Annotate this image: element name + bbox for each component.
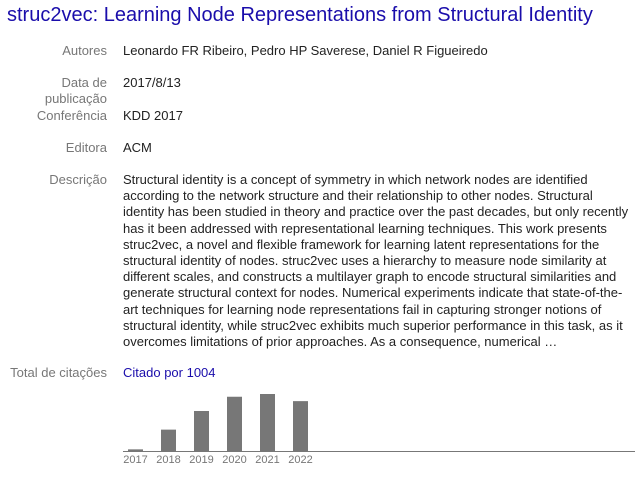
description-value: Structural identity is a concept of symmetry in which network nodes are identified according to the network structure and their relationship to other nodes. Structural identity has been studied in theory and practice over the past decades, but only recently has it been addressed with representational learning techniques. This work presents struc2vec, a novel and flexible framework for learning latent representations for the structural identity of nodes. struc2vec uses a hierarchy to measure node similarity at different scales, and constructs a multilayer graph to encode structural similarities and generate structural context for nodes. Numerical experiments indicate that state-of-the-art techniques for learning node representations fail in capturing stronger notions of structural identity, while struc2vec exhibits much superior performance in this task, as it overcomes limitations of prior approaches. As a consequence, numerical … bbox=[123, 172, 629, 350]
article-title[interactable]: struc2vec: Learning Node Representations from Structural Identity bbox=[7, 4, 593, 26]
date-label bbox=[0, 75, 107, 107]
date-label-line1: Data de bbox=[61, 75, 107, 90]
citations-label: Total de citações bbox=[10, 365, 107, 380]
year-tick-label: 2018 bbox=[156, 454, 181, 466]
description-label: Descrição bbox=[49, 172, 107, 187]
year-tick-label: 2020 bbox=[222, 454, 247, 466]
year-tick-label: 2017 bbox=[123, 454, 148, 466]
conference-label: Conferência bbox=[36, 108, 107, 123]
year-tick-label: 2019 bbox=[189, 454, 214, 466]
publisher-value: ACM bbox=[123, 140, 152, 155]
date-label-line2: publicação bbox=[44, 91, 107, 107]
citation-bar-2018[interactable] bbox=[161, 430, 176, 451]
conference-value: KDD 2017 bbox=[123, 108, 183, 123]
publisher-label: Editora bbox=[65, 140, 107, 155]
authors-label: Autores bbox=[62, 43, 107, 58]
citation-bar-2017[interactable] bbox=[128, 449, 143, 451]
citations-chart-svg bbox=[123, 390, 635, 470]
date-value: 2017/8/13 bbox=[123, 75, 181, 90]
citation-bar-2021[interactable] bbox=[260, 394, 275, 451]
authors-value: Leonardo FR Ribeiro, Pedro HP Saverese, Daniel R Figueiredo bbox=[123, 43, 488, 58]
year-tick-label: 2021 bbox=[255, 454, 280, 466]
cited-by-link[interactable]: Citado por 1004 bbox=[123, 365, 216, 380]
year-tick-label: 2022 bbox=[288, 454, 313, 466]
citations-chart bbox=[123, 390, 635, 470]
citation-bar-2020[interactable] bbox=[227, 397, 242, 451]
citation-bar-2019[interactable] bbox=[194, 411, 209, 451]
citation-bar-2022[interactable] bbox=[293, 401, 308, 451]
